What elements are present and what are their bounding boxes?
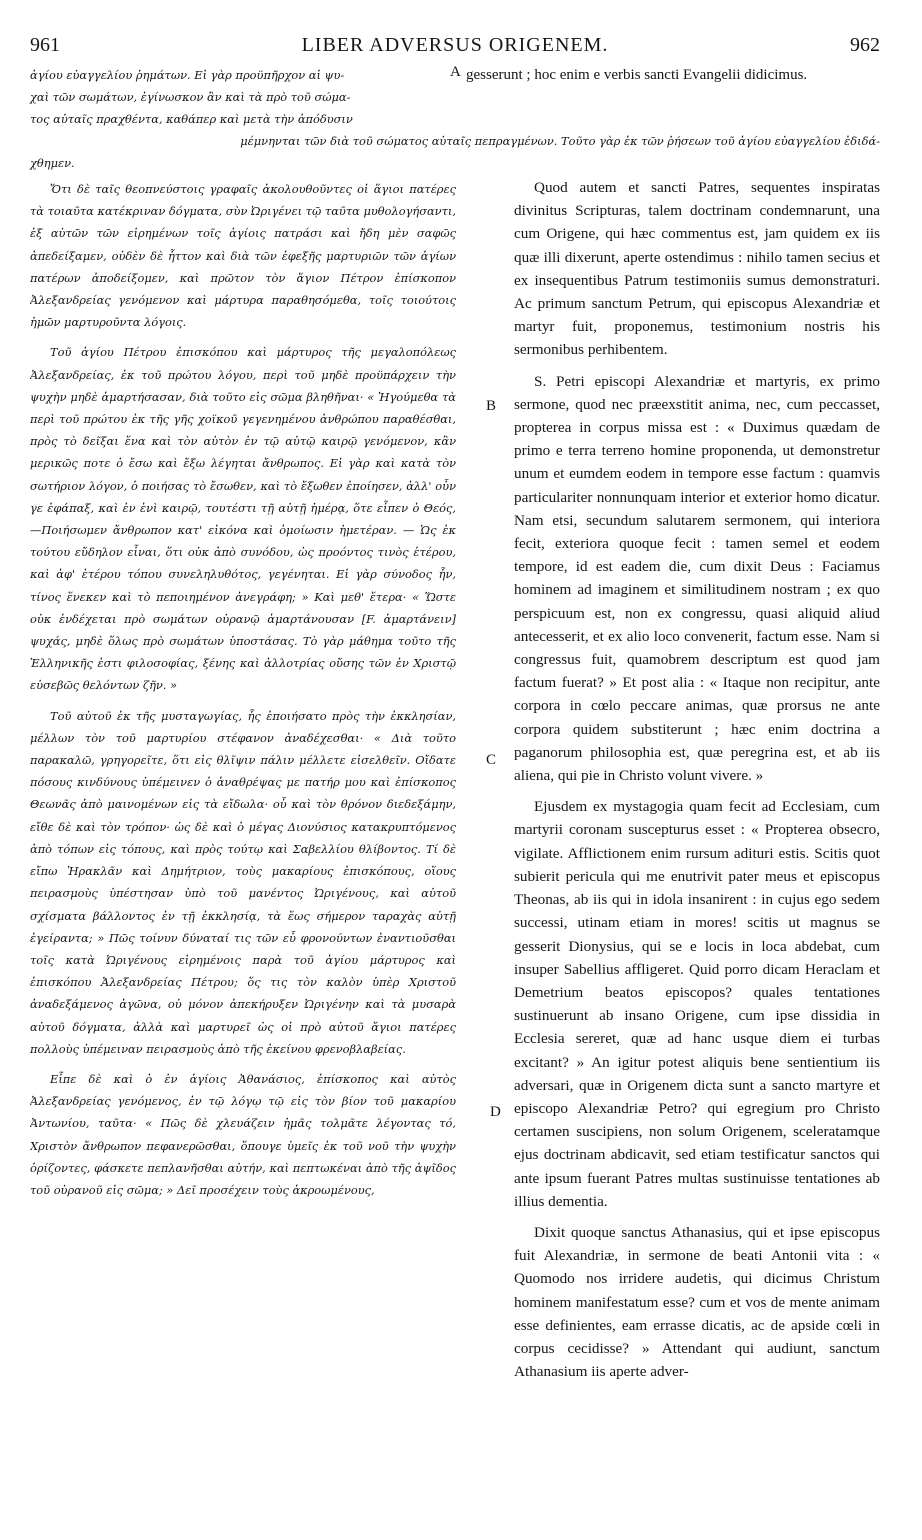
running-title: LIBER ADVERSUS ORIGENEM.: [301, 34, 609, 56]
greek-paragraph: Τοῦ ἁγίου Πέτρου ἐπισκόπου καὶ μάρτυρος τῆς μεγαλοπόλεως Ἀλεξανδρείας, ἐκ τοῦ πρώτου λόγου, περὶ τοῦ μηδὲ προϋπάρχειν τὴν ψυχὴν μηδὲ ἁμαρτήσασαν, διὰ τοῦτο εἰς σῶμα βληθῆναι· « Ἡγούμεθα τὰ περὶ τοῦ πρώτου ἐκ τῆς γῆς χοϊκοῦ γεγενημένου ἀνθρώπου παραθέσθαι, πρὸς τὸ δεῖξαι ἕνα καὶ τὸν αὐτὸν ἐν τῷ αὐτῷ καιρῷ γενόμενον, κἂν μερικῶς ποτε ὁ ἔσω καὶ ἔξω λέγηται ἄνθρωπος. Εἰ γὰρ καὶ κατὰ τὸν σωτήριον λόγον, ὁ ποιήσας τὸ ἔσωθεν, καὶ τὸ ἔξωθεν ἐποίησεν, ἀλλ' οὖν γε ἐφάπαξ, καὶ ἐν ἑνὶ καιρῷ, τουτέστι τῇ αὐτῇ ἡμέρᾳ, ὅτε εἶπεν ὁ Θεός,—Ποιήσωμεν ἄνθρωπον κατ' εἰκόνα καὶ ὁμοίωσιν ἡμετέραν. — Ὡς ἐκ τούτου εὔδηλον εἶναι, ὅτι οὐκ ἀπὸ συνόδου, ὡς προόντος τινὸς ἑτέρου, καὶ ἀφ' ἑτέρου τόπου συνεληλυθότος, γεγένηται. Εἰ γὰρ σύνοδος ἦν, τίνος ἕνεκεν καὶ τὸ πεποιημένον ἀνεγράφη; » Καὶ μεθ' ἕτερα· « Ὥστε οὐκ ἐνδέχεται πρὸ σωμάτων οὐρανῷ ἁμαρτάνουσαν [F. ἁμαρτάνειν] ψυχάς, μηδὲ ὅλως πρὸ σωμάτων ὑποστάσας. Τὸ γὰρ μάθημα τοῦτο τῆς Ἑλληνικῆς ἐστι φιλοσοφίας, ξένης καὶ ἀλλοτρίας οὔσης τῶν ἐν Χριστῷ εὐσεβῶς θελόντων ζῆν. »: [30, 345, 456, 693]
top-greek-lines: ἁγίου εὐαγγελίου ῥημάτων. Εἰ γὰρ προϋπῆρχον αἱ ψυ- χαὶ τῶν σωμάτων, ἐγίνωσκον ἂν καὶ τὰ πρὸ τοῦ σώμα- τος αὐταῖς πραχθέντα, καθάπερ καὶ μετὰ τὴν ἀπόδυσιν: [30, 68, 353, 126]
page-number-right: 962: [850, 34, 880, 56]
section-marker-a: A: [450, 64, 461, 80]
section-marker-b: B: [486, 398, 497, 414]
latin-paragraph: Dixit quoque sanctus Athanasius, qui et ipse episcopus fuit Alexandriæ, in sermone de beati Antonii vita : « Quomodo nos irridere audetis, qui dicimus Christum hominem manifestatum esse? cum et vos de mente animam esse definientes, eam errasse dicatis, ac de apside cœli in corpus cecidisse? » Attendant qui audiunt, sanctum Athanasium iis aperte adver-: [514, 1223, 880, 1381]
section-marker-c: C: [486, 752, 497, 768]
latin-paragraph: S. Petri episcopi Alexandriæ et martyris, ex primo sermone, quod nec præexstitit anima, nec, cum peccasset, propterea in corpus missa est : « Duximus quædam de primo e terra terreno homine proponenda, ut demonstretur unum et eumdem eodem in tempore esse factum : quamvis particulariter nonnunquam interior et exterior homo dicatur. Nam etsi, secundum salutarem sermonem, qui interiora fecit, exteriora quoque fecit : tamen semel et eodem tempore, id est eadem die, cum dixit Deus : Faciamus hominem ad imaginem et similitudinem nostram ; ex quo perspicuum est, non ex congressu, quasi aliquid aliud antecesserit, et ex alio loco convenerit, factum esse. Nam si congressus fuit, quamobrem descriptum est quod jam factum fuerat? » Et post alia : « Itaque non recipitur, ante corpora in cœlo peccare animas, quæ prorsus ne ante corpora quidem substiterunt ; hæc enim doctrina a paganorum philosophia est, quæ peregrina est, et ab iis aliena, qui pie in Christo volunt vivere. »: [514, 372, 880, 785]
latin-paragraph: Quod autem et sancti Patres, sequentes inspiratas divinitus Scripturas, talem doctrinam condemnarunt, una cum Origene, qui hæc commentus est, jam quidem ex iis quæ illi dixerunt, aperte ostendimus : nihilo tamen secius et ex insequentibus Patrum testimoniis sumus demonstraturi. Ac primum sanctum Petrum, qui episcopus Alexandriæ et martyr fuit, proponemus, testimonium nostris his sermonibus perhibentem.: [514, 179, 880, 359]
greek-line-tail: χθημεν.: [30, 156, 75, 170]
wide-greek-line: μέμνηνται τῶν διὰ τοῦ σώματος αὐταῖς πεπραγμένων. Τοῦτο γὰρ ἐκ τῶν ῥήσεων τοῦ ἁγίου εὐαγγελίου ἐδιδά-: [240, 134, 880, 148]
page-header: [30, 34, 880, 58]
latin-column: [514, 176, 880, 1526]
greek-paragraph: Ὅτι δὲ ταῖς θεοπνεύστοις γραφαῖς ἀκολουθοῦντες οἱ ἅγιοι πατέρες τὰ τοιαῦτα κατέκριναν δόγματα, σὺν Ὠριγένει τῷ ταῦτα μυθολογήσαντι, ἐξ αὐτῶν τῶν εἰρημένων τοῖς ἁγίοις πατράσι καὶ ἤδη μὲν σαφῶς ἀπεδείξαμεν, οὐδὲν δὲ ἧττον καὶ διὰ τῶν ἐφεξῆς μαρτυριῶν τῶν ἁγίων πατέρων ἀποδείξομεν, καὶ πρῶτον τὸν ἅγιον Πέτρον ἐπίσκοπον Ἀλεξανδρείας γενόμενον καὶ μάρτυρα παραθησόμεθα, τοῖς τοιούτοις ἡμῶν μαρτυροῦντα λόγοις.: [30, 182, 456, 330]
section-marker-d: D: [490, 1104, 501, 1120]
page-number-left: 961: [30, 34, 60, 56]
greek-paragraph: Τοῦ αὐτοῦ ἐκ τῆς μυσταγωγίας, ἧς ἐποιήσατο πρὸς τὴν ἐκκλησίαν, μέλλων τὸν τοῦ μαρτυρίου στέφανον ἀναδέχεσθαι· « Διὰ τοῦτο παρακαλῶ, γρηγορεῖτε, ὅτι εἰς θλῖψιν πάλιν μέλλετε εἰσελθεῖν. Οἴδατε πόσους κινδύνους ὑπέμεινεν ὁ ἀναθρέψας με πατήρ μου καὶ ἐπίσκοπος Θεωνᾶς ἀπὸ μαινομένων εἰς τὰ εἴδωλα· οὗ καὶ τὸν θρόνον διεδεξάμην, εἴθε δὲ καὶ τὸν τρόπον· ὡς δὲ καὶ ὁ μέγας Διονύσιος κατακρυπτόμενος ἀπὸ τόπων εἰς τόπους, καὶ πρὸς τούτῳ καὶ Σαβελλίου θλίβοντος. Τί δὲ εἴπω Ἡρακλᾶν καὶ Δημήτριον, τοὺς μακαρίους ἐπισκόπους, οἵους πειρασμοὺς ὑπέστησαν ὑπὸ τοῦ μανέντος Ὠριγένους, καὶ αὐτοῦ σχίσματα βάλλοντος ἐν τῇ ἐκκλησίᾳ, τὰ ἕως σήμερον ταραχὰς αὐτῇ ἐγείραντα; » Πῶς τοίνυν δύναταί τις τῶν εὖ φρονούντων ἐναντιοῦσθαι τοῖς κατὰ Ὠριγένους εἰρημένοις παρὰ τοῦ ἁγίου μάρτυρος καὶ ἐπισκόπου Ἀλεξανδρείας Πέτρου; ὅς τις τὸν καλὸν ὑπὲρ Χριστοῦ ἀναδεξάμενος ἀγῶνα, οὐ μόνον ἀπεκήρυξεν Ὠριγένην καὶ τὰ μυσαρὰ αὐτοῦ δόγματα, ἀλλὰ καὶ μαρτυρεῖ ὡς οἱ πρὸ αὐτοῦ ἅγιοι πατέρες πολλοὺς ὑπέμειναν πειρασμοὺς ἀπὸ τῆς ἐκείνου φρενοβλαβείας.: [30, 708, 456, 1056]
greek-column: [30, 178, 456, 1518]
latin-paragraph: Ejusdem ex mystagogia quam fecit ad Ecclesiam, cum martyrii coronam suscepturus esset : « Propterea obsecro, vigilate. Afflictionem enim rursum adituri estis. Scitis quot subierit pericula qui me enutrivit pater meus et episcopus Theonas, ab iis qui in idola insanirent : in cujus ego sedem successi, utinam etiam in mores! scitis ut magnus se gesserit Dionysius, qui se e locis in loca abdebat, cum insuper Sabellius affligeret. Quid porro dicam Heraclam et Demetrium beatos episcopos? quales tentationes sustinuerunt ab insano Origene, cum ipse dissidia in Ecclesia sereret, quæ ad hanc usque diem ei turbas excitant? » An igitur potest aliquis bene sentientium iis adversari, quæ in Origenem dicta sunt a sancto martyre et episcopo Alexandriæ Petro? qui egregium pro Christo certamen suscipiens, non solum Origenem, sceleratamque ejus doctrinam abdicavit, sed etiam testificatur sanctos qui ante ipsum fuerant Patres multas sustinuisse tentationes ab illius dementia.: [514, 798, 880, 1210]
top-latin-lines: gesserunt ; hoc enim e verbis sancti Evangelii didicimus.: [466, 67, 808, 83]
greek-paragraph: Εἶπε δὲ καὶ ὁ ἐν ἁγίοις Ἀθανάσιος, ἐπίσκοπος καὶ αὐτὸς Ἀλεξανδρείας γενόμενος, ἐν τῷ λόγῳ τῷ εἰς τὸν βίον τοῦ μακαρίου Ἀντωνίου, ταῦτα· « Πῶς δὲ χλευάζειν ἡμᾶς τολμᾶτε λέγοντας τό, Χριστὸν ἄνθρωπον πεφανερῶσθαι, ὅπουγε ὑμεῖς ἐκ τοῦ νοῦ τὴν ψυχὴν ὁρίζοντες, φάσκετε πεπλανῆσθαι αὐτήν, καὶ πεπτωκέναι ἀπὸ τῆς ἀψῖδος τοῦ οὐρανοῦ εἰς σῶμα; » Δεῖ προσέχειν τοὺς ἀκροωμένους,: [30, 1071, 456, 1197]
